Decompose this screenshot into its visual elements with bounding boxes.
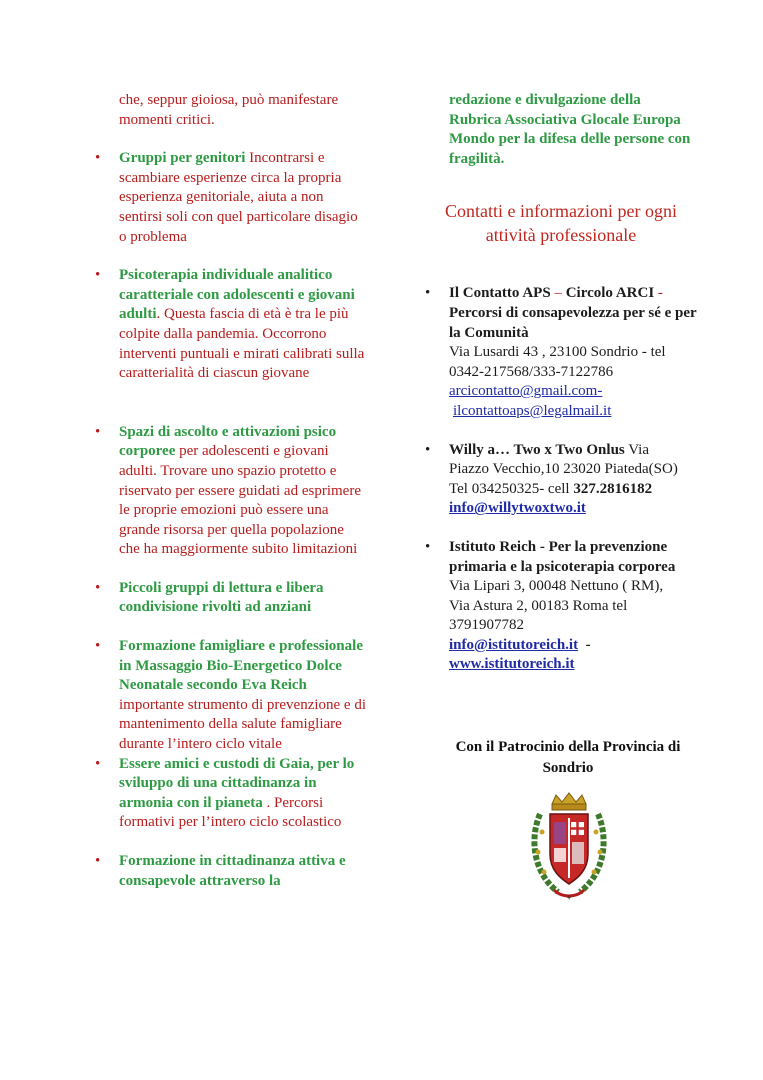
item-title: Essere amici e custodi di Gaia, per lo sviluppo di una cittadinanza in armonia con il pianeta: [119, 755, 355, 811]
contact-il-contatto: [425, 284, 697, 421]
item-title: Formazione famigliare e professionale in Massaggio Bio-Energetico Dolce Neonatale secondo Eva Reich: [119, 638, 363, 694]
bullet-icon: •: [425, 441, 431, 458]
bullet-icon: •: [95, 755, 101, 772]
crest-icon: [528, 792, 610, 902]
list-item: [95, 423, 367, 560]
svg-text:⚘: ⚘: [565, 894, 573, 902]
contact-address: Via Lusardi 43 , 23100 Sondrio: [449, 344, 639, 361]
contact-address: Piazzo Vecchio,10 23020 Piateda(SO): [449, 461, 678, 478]
item-text: Incontrarsi e scambiare esperienze circa la propria esperienza genitoriale, aiuta a non sentirsi soli con quel particolare disagio o problema: [119, 150, 358, 245]
intro-text: redazione e divulgazione della Rubrica Associativa Glocale Europa Mondo per la difesa delle persone con fragilità.: [449, 92, 691, 167]
item-title: Psicoterapia individuale analitico caratteriale con adolescenti e giovani adulti: [119, 267, 355, 323]
bullet-icon: •: [95, 638, 101, 655]
item-title: Spazi di ascolto e attivazioni psico corporee: [119, 423, 337, 460]
bullet-icon: •: [95, 423, 101, 440]
contact-separator: -: [654, 285, 663, 302]
bullet-icon: •: [95, 267, 101, 284]
contact-description: Percorsi di consapevolezza per sé e per la Comunità: [449, 304, 697, 341]
email-link[interactable]: ilcontattoaps@legalmail.it: [453, 402, 612, 419]
link-separator: -: [578, 636, 591, 653]
email-link[interactable]: arcicontatto@gmail.com-: [449, 383, 603, 400]
item-text: per adolescenti e giovani adulti. Trovare uno spazio protetto e riservato per essere guidati ad esprimere le proprie emozioni può essere una grande risorsa per quella popolazione che ha maggiormente subito limitazioni: [119, 443, 361, 558]
contact-name: Willy a… Two x Two Onlus: [449, 441, 625, 458]
item-text: . Questa fascia di età è tra le più colpite dalla pandemia. Occorrono interventi puntuali e mirati calibrati sulla caratterialità di ciascun giovane: [119, 306, 365, 382]
item-title: Piccoli gruppi di lettura e libera condivisione rivolti ad anziani: [119, 579, 324, 616]
contact-istituto-reich: [425, 538, 697, 675]
bullet-icon: •: [425, 538, 431, 555]
contact-address: Via Lipari 3, 00048 Nettuno ( RM),: [449, 578, 664, 595]
contact-tel-label: - tel: [638, 344, 666, 361]
item-title: Formazione in cittadinanza attiva e consapevole attraverso la: [119, 853, 346, 889]
contact-tel-label: Tel 034250325- cell: [449, 480, 574, 497]
patronage-text: Con il Patrocinio della Provincia di Sondrio: [455, 739, 681, 777]
contact-name: Istituto Reich - Per la prevenzione primaria e la psicoterapia corporea: [449, 538, 676, 575]
left-column: [95, 91, 367, 891]
list-item: [95, 266, 367, 384]
email-link[interactable]: info@willytwoxtwo.it: [449, 500, 586, 517]
list-item: [95, 579, 367, 618]
intro-text: che, seppur gioiosa, può manifestare momenti critici.: [119, 92, 339, 128]
bullet-icon: •: [95, 150, 101, 167]
contact-cell: 327.2816182: [573, 480, 653, 497]
list-item: [95, 852, 367, 891]
item-text: . Percorsi formativi per l’intero ciclo scolastico: [119, 794, 342, 831]
list-item: [95, 637, 367, 755]
contact-name-2: Circolo ARCI: [565, 285, 655, 302]
website-link[interactable]: www.istitutoreich.it: [449, 656, 575, 673]
contact-name: Il Contatto APS: [449, 285, 551, 302]
bullet-icon: •: [95, 853, 101, 869]
contact-separator: –: [550, 285, 566, 302]
contact-phone: 3791907782: [449, 617, 524, 634]
item-text: importante strumento di prevenzione e di mantenimento della salute famigliare durante l’intero ciclo vitale: [119, 696, 367, 753]
contact-willy: [425, 441, 697, 519]
contact-address: Via: [624, 441, 649, 458]
bullet-icon: •: [95, 579, 101, 596]
bullet-icon: •: [425, 285, 431, 302]
list-item: [95, 755, 367, 833]
contact-address: Via Astura 2, 00183 Roma tel: [449, 597, 628, 614]
right-column: [425, 91, 697, 779]
contact-phone: 0342-217568/333-7122786: [449, 363, 614, 380]
item-title: Gruppi per genitori: [119, 150, 246, 167]
contacts-heading: Contatti e informazioni per ogni attività professionale: [445, 201, 677, 246]
email-link[interactable]: info@istitutoreich.it: [449, 636, 579, 653]
list-item: [95, 149, 367, 247]
